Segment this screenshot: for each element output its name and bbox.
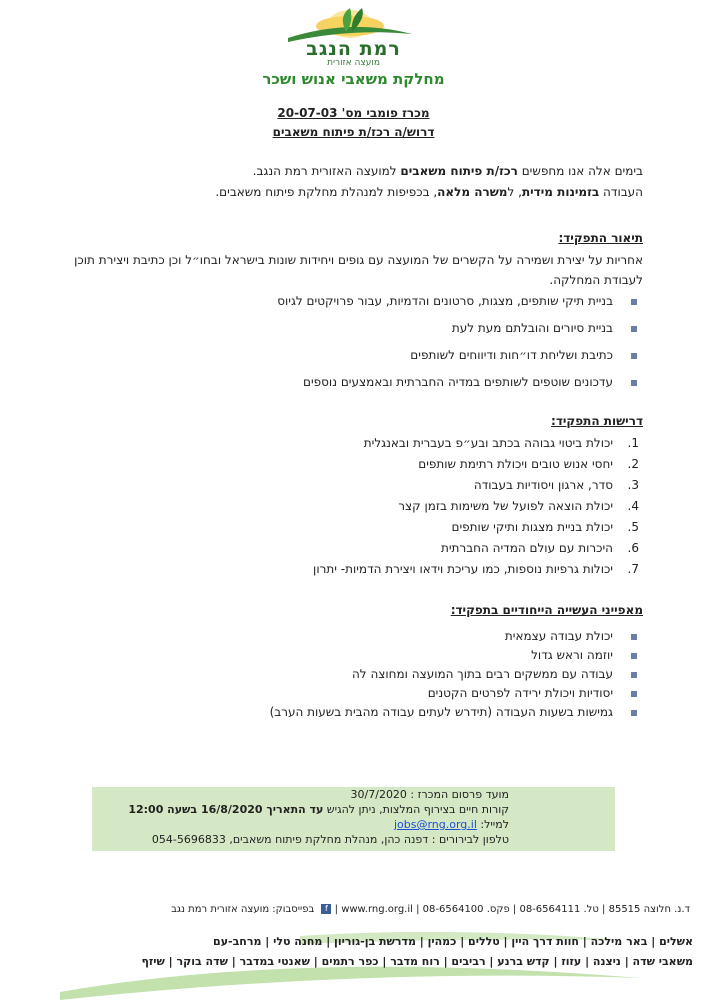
list-item: 1. יכולת ביטוי גבוהה בכתב ובע״פ בעברית ובאנגלית [363, 436, 639, 450]
list-item: בניית סיורים והובלתם מעת לעת [83, 321, 643, 348]
features-section-title: מאפייני העשייה הייחודיים בתפקיד: [450, 603, 643, 617]
list-item: עדכונים שוטפים לשותפים במדיה החברתית ובאמצעים נוספים [83, 375, 643, 402]
role-section-title: תיאור התפקיד: [558, 231, 643, 245]
list-item: 6. היכרות עם עולם המדיה החברתית [440, 541, 639, 555]
contact-phone: טלפון לבירורים : דפנה כהן, מנהלת מחלקת פיתוח משאבים, 054-5696833 [151, 833, 509, 846]
requirements-section-title: דרישות התפקיד: [551, 414, 643, 428]
application-info-box [92, 787, 615, 851]
intro-line-1: בימים אלה אנו מחפשים רכז/ת פיתוח משאבים למועצה האזורית רמת הנגב. [252, 164, 643, 178]
tender-title: דרוש/ה רכז/ת פיתוח משאבים [272, 125, 435, 139]
facebook-icon[interactable]: f [321, 904, 331, 914]
org-name: רמת הנגב [306, 38, 401, 60]
intro-line-2: העבודה בזמינות מידית, למשרה מלאה, בכפיפות למנהלת מחלקת פיתוח משאבים. [215, 185, 643, 199]
role-bullet-list [83, 294, 643, 402]
list-item: יכולת עבודה עצמאית [83, 629, 643, 648]
footer-places-row-1: אשלים | באר מילכה | חוות דרך היין | טללים | כמהין | מדרשת בן-גוריון | מחנה טלי | מרחב-עם [213, 935, 693, 948]
submission-deadline: קורות חיים בצירוף המלצות, ניתן להגיש עד התאריך 16/8/2020 בשעה 12:00 [128, 803, 509, 816]
features-bullet-list [83, 629, 643, 724]
tender-number: מכרז פומבי מס' 20-07-03 [277, 106, 430, 120]
list-item: 3. סדר, ארגון ויסודיות בעבודה [473, 478, 639, 492]
email-line: למייל: jobs@rng.org.il [393, 818, 509, 831]
org-subtitle: מועצה אזורית [327, 58, 380, 68]
list-item: 2. יחסי אנוש טובים ויכולת רתימת שותפים [418, 457, 639, 471]
email-link[interactable]: jobs@rng.org.il [393, 818, 477, 831]
list-item: כתיבת ושליחת דו״חות ודיווחים לשותפים [83, 348, 643, 375]
list-item: גמישות בשעות העבודה (תידרש לעתים עבודה מהבית בשעות הערב) [83, 705, 643, 724]
department-name: מחלקת משאבי אנוש ושכר [262, 70, 445, 88]
list-item: בניית תיקי שותפים, מצגות, סרטונים והדמיות, עבור פרויקטים לגיוס [83, 294, 643, 321]
intro-text [83, 161, 643, 203]
role-description: אחריות על יצירת ושמירה על הקשרים של המועצה עם גופים ויחידות שונות בישראל ובחו״ל וכן כתיבת ויצירת תוכן לעבודת המחלקה. [74, 253, 643, 287]
list-item: 4. יכולת הוצאה לפועל של משימות בזמן קצר [398, 499, 639, 513]
list-item: 5. יכולת בניית מצגות ותיקי שותפים [451, 520, 639, 534]
publish-date: מועד פרסום המכרז : 30/7/2020 [350, 788, 509, 801]
footer-places-row-2: משאבי שדה | ניצנה | עזוז | קדש ברנע | רביבים | רוח מדבר | כפר רתמים | שאנטי במדבר | שדה בוקר | שיזף [141, 955, 693, 968]
footer-contact: ד.נ. חלוצה 85515 | טל. 08-6564111 | פקס. 08-6564100 | www.rng.org.il | f בפייסבוק: מועצה אזורית רמת נגב [171, 904, 690, 915]
list-item: יוזמה וראש גדול [83, 648, 643, 667]
list-item: 7. יכולות גרפיות נוספות, כמו עריכת וידאו ויצירת הדמיות- יתרון [313, 562, 639, 576]
list-item: עבודה עם ממשקים רבים בתוך המועצה ומחוצה לה [83, 667, 643, 686]
requirements-list [83, 433, 643, 580]
list-item: יסודיות ויכולת ירידה לפרטים הקטנים [83, 686, 643, 705]
